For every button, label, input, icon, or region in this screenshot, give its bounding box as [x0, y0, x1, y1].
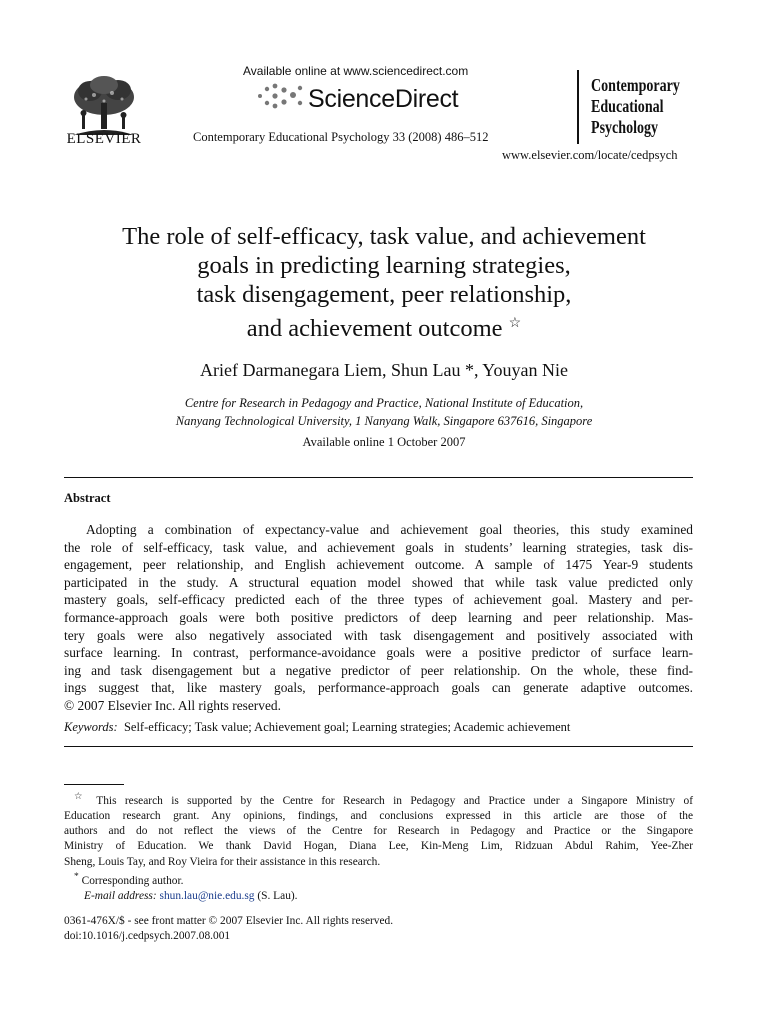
footnote-line: Ministry of Education. We thank David Hogan, Diana Lee, Kin-Meng Lim, Ridzuan Abdul Rahim, Yee-Zher	[64, 840, 693, 853]
footnote-line	[64, 790, 693, 809]
corresponding-author-note	[64, 870, 693, 889]
doi-link[interactable]: doi:10.1016/j.cedpsych.2007.08.001	[64, 930, 231, 943]
journal-title-block	[577, 70, 695, 144]
journal-citation: Contemporary Educational Psychology 33 (2008) 486–512	[193, 130, 489, 144]
abstract-line: Adopting a combination of expectancy-value and achievement goal theories, this study examined	[86, 522, 693, 537]
issn-line: 0361-476X/$ - see front matter © 2007 Elsevier Inc. All rights reserved.	[64, 915, 394, 927]
publisher-name: ELSEVIER	[66, 131, 142, 147]
abstract-line: mastery goals, self-efficacy predicted each of the three types of achievement goal. Mastery and per-	[64, 592, 693, 608]
abstract-line: formance-approach goals were both positive predictors of deep learning and peer relationship. Mas-	[64, 609, 693, 625]
email-label: E-mail address:	[84, 889, 157, 902]
keywords-text: Self-efficacy; Task value; Achievement goal; Learning strategies; Academic achievement	[123, 720, 571, 734]
abstract-line: surface learning. In contrast, performance-avoidance goals were a positive predictor of surface learn-	[64, 645, 693, 661]
article-title	[40, 222, 728, 343]
keywords	[64, 720, 570, 735]
abstract-line: engagement, peer relationship, and English achievement outcome. A sample of 1475 Year-9 students	[64, 557, 693, 573]
divider	[64, 746, 693, 747]
footnote-star-mark: ☆	[74, 792, 89, 802]
footnote-line: authors and do not reflect the views of the Centre for Research in Pedagogy and Practice or the Singapore	[64, 825, 693, 838]
available-online-text: Available online at www.sciencedirect.com	[243, 64, 469, 78]
footnote-line-text: This research is supported by the Centre for Research in Pedagogy and Practice under a Singapore Ministry of	[96, 794, 693, 807]
title-line-text: and achievement outcome	[246, 315, 503, 343]
affiliation	[40, 394, 728, 430]
abstract-line: the role of self-efficacy, task value, and achievement goals in students’ learning strategies, task dis-	[64, 539, 693, 555]
footnote-rule	[64, 784, 124, 785]
footnote-line: Sheng, Louis Tay, and Roy Vieira for their assistance in this research.	[64, 855, 381, 868]
email-suffix: (S. Lau).	[257, 889, 298, 902]
title-line	[40, 309, 728, 343]
title-line: task disengagement, peer relationship,	[196, 281, 572, 308]
journal-title-line: Contemporary	[591, 75, 680, 95]
journal-url-link[interactable]: www.elsevier.com/locate/cedpsych	[502, 148, 678, 162]
keywords-label: Keywords:	[64, 720, 118, 734]
abstract-copyright: © 2007 Elsevier Inc. All rights reserved.	[64, 697, 281, 713]
abstract-line: ing and task disengagement but a negative predictor of peer relationship. On the whole, these find-	[64, 662, 693, 678]
footnote-line: Education research grant. Any opinions, findings, and conclusions expressed in this article are those of the	[64, 810, 693, 822]
corresponding-author-text: Corresponding author.	[81, 874, 184, 887]
title-line: goals in predicting learning strategies,	[197, 252, 571, 279]
footnotes	[64, 790, 693, 904]
title-line: The role of self-efficacy, task value, and achievement	[122, 223, 646, 250]
affiliation-line: Centre for Research in Pedagogy and Practice, National Institute of Education,	[184, 396, 584, 410]
available-date: Available online 1 October 2007	[302, 435, 466, 449]
author-list: Arief Darmanegara Liem, Shun Lau *, Youyan Nie	[200, 360, 568, 380]
affiliation-line: Nanyang Technological University, 1 Nanyang Walk, Singapore 637616, Singapore	[175, 414, 593, 428]
journal-title-line: Educational	[591, 96, 664, 116]
journal-title-line: Psychology	[591, 117, 659, 137]
sciencedirect-logo-text: ScienceDirect	[308, 85, 459, 113]
corresponding-mark: *	[74, 871, 79, 882]
abstract-body	[64, 521, 693, 715]
abstract-line: participated in the study. A structural equation model showed that while task value predicted only	[64, 574, 693, 590]
abstract-line: tery goals were also negatively associated with task disengagement and positively associated with	[64, 627, 693, 643]
abstract-line: ings suggest that, like mastery goals, performance-approach goals can generate adaptive outcomes.	[64, 680, 693, 696]
abstract-heading: Abstract	[64, 491, 111, 505]
email-link[interactable]: shun.lau@nie.edu.sg	[159, 889, 255, 902]
imprint	[64, 914, 393, 944]
email-note	[64, 889, 693, 904]
sciencedirect-dots-icon	[256, 83, 306, 109]
title-footnote-mark[interactable]: ☆	[508, 316, 522, 331]
divider	[64, 477, 693, 478]
